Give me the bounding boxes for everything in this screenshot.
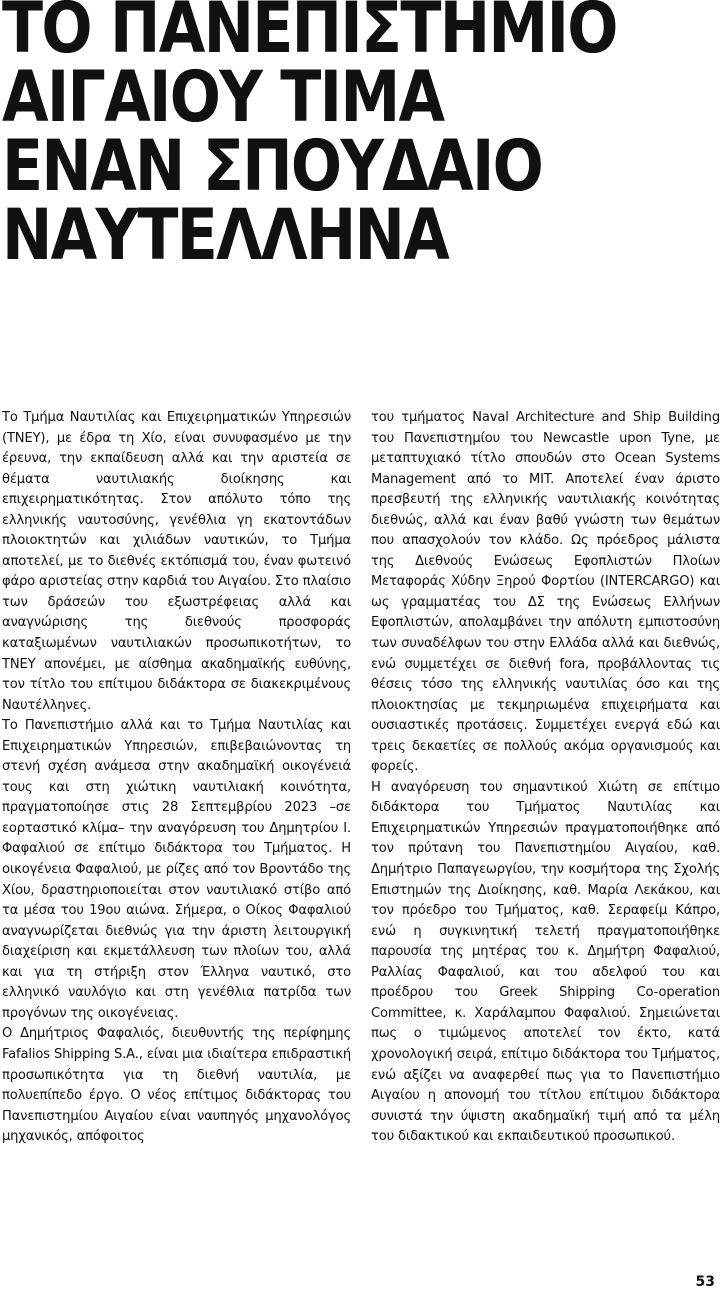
- paragraph-biography-continued: του τμήματος Naval Architecture and Ship Building του Πανεπιστημίου του Newcastle upon Tyne, με μεταπτυχιακό τίτλο σπουδών στο Ocean Systems Management από το MIT. Αποτελεί έναν άριστο πρεσβευτή της ελληνικής ναυτιλιακής κοινότητας διεθνώς, αλλά και έναν βαθύ γνώστη των θεμάτων που απασχολούν τον κλάδο. Ως πρόεδρος μάλιστα της Διεθνούς Ενώσεως Εφοπλιστών Πλοίων Μεταφοράς Χύδην Ξηρού Φορτίου (INTERCARGO) και ως γραμματέας του ΔΣ της Ενώσεως Ελλήνων Εφοπλιστών, απολαμβάνει την απόλυτη εμπιστοσύνη των συναδέλφων του στην Ελλάδα αλλά και διεθνώς, ενώ συμμετέχει σε διεθνή fora, προβάλλοντας τις θέσεις τόσο της ελληνικής ναυτιλίας όσο και της πλοιοκτησίας με τεκμηριωμένα επιχειρήματα και ουσιαστικές προτάσεις. Συμμετέχει ενεργά εδώ και τρεις δεκαετίες σε πολλούς ακόμα οργανισμούς και φορείς.: [371, 410, 720, 775]
- headline-line-2: ΑΙΓΑΙΟΥ ΤΙΜΑ: [2, 56, 444, 138]
- article-headline: [2, 0, 618, 276]
- headline-line-4: ΝΑΥΤΕΛΛΗΝΑ: [2, 194, 449, 276]
- page-number: 53: [695, 1274, 715, 1290]
- paragraph-biography-start: Ο Δημήτριος Φαφαλιός, διευθυντής της περίφημης Fafalios Shipping S.A., είναι μια ιδιαίτερα επιδραστική προσωπικότητα για τη διεθνή ναυτιλία, με πολυεπίπεδο έργο. Ο νέος επίτιμος διδάκτορας του Πανεπιστημίου Αιγαίου είναι ναυπηγός μηχανολόγος μηχανικός, απόφοιτος: [2, 1026, 351, 1145]
- headline-line-3: ΕΝΑΝ ΣΠΟΥΔΑΙΟ: [2, 125, 543, 207]
- article-column-left: [2, 408, 351, 1148]
- paragraph-intro: Το Τμήμα Ναυτιλίας και Επιχειρηματικών Υπηρεσιών (ΤΝΕΥ), με έδρα τη Χίο, είναι συνυφασμένο με την έρευνα, την εκπαίδευση αλλά και την αριστεία σε θέματα ναυτιλιακής διοίκησης και επιχειρηματικότητας. Στον απόλυτο τόπο της ελληνικής ναυτοσύνης, γενέθλια γη εκατοντάδων πλοιοκτητών και χιλιάδων ναυτικών, το Τμήμα αποτελεί, με το διεθνές εκτόπισμά του, έναν φωτεινό φάρο αριστείας στην καρδιά του Αιγαίου. Στο πλαίσιο των δράσεών του εξωστρέφειας αλλά και αναγνώρισης της διεθνούς προσφοράς καταξιωμένων ναυτιλιακών προσωπικοτήτων, το ΤΝΕΥ απονέμει, με αίσθημα ακαδημαϊκής ευθύνης, τον τίτλο του επίτιμου διδάκτορα σε διακεκριμένους Ναυτέλληνες.: [2, 410, 352, 713]
- paragraph-conferral: Η αναγόρευση του σημαντικού Χιώτη σε επίτιμο διδάκτορα του Τμήματος Ναυτιλίας και Επιχειρηματικών Υπηρεσιών πραγματοποιήθηκε από τον πρύτανη του Πανεπιστημίου Αιγαίου, καθ. Δημήτριο Παπαγεωργίου, την κοσμήτορα της Σχολής Επιστημών της Διοίκησης, καθ. Μαρία Λεκάκου, και τον πρόεδρο του Τμήματος, καθ. Σεραφείμ Κάπρο, ενώ η συγκινητική τελετή πραγματοποιήθηκε παρουσία της μητέρας του κ. Δημήτρη Φαφαλιού, Ραλλίας Φαφαλιού, και του αδελφού του και προέδρου του Greek Shipping Co-operation Committee, κ. Χαράλαμπου Φαφαλιού. Σημειώνεται πως ο τιμώμενος αποτελεί τον έκτο, κατά χρονολογική σειρά, επίτιμο διδάκτορα του Τμήματος, ενώ αξίζει να αναφερθεί πως για το Πανεπιστήμιο Αιγαίου η απονομή του τίτλου επίτιμου διδάκτορα συνιστά την ύψιστη ακαδημαϊκή τιμή από τα μέλη του διδακτικού και εκπαιδευτικού προσωπικού.: [371, 779, 720, 1145]
- headline-line-1: ΤΟ ΠΑΝΕΠΙΣΤΗΜΙΟ: [2, 0, 617, 69]
- paragraph-ceremony: Το Πανεπιστήμιο αλλά και το Τμήμα Ναυτιλίας και Επιχειρηματικών Υπηρεσιών, επιβεβαιώνοντας τη στενή σχέση ανάμεσα στην ακαδημαϊκή οικογένειά τους και στη χιώτικη ναυτιλιακή κοινότητα, πραγματοποίησε στις 28 Σεπτεμβρίου 2023 –σε εορταστικό κλίμα– την αναγόρευση του Δημητρίου Ι. Φαφαλιού σε επίτιμο διδάκτορα του Τμήματος. Η οικογένεια Φαφαλιού, με ρίζες από τον Βροντάδο της Χίου, δραστηριοποιείται στον ναυτιλιακό στίβο από τα μέσα του 19ου αιώνα. Σήμερα, ο Οίκος Φαφαλιού αναγνωρίζεται διεθνώς για την άριστη λειτουργική διαχείριση και εκμετάλλευση των πλοίων του, αλλά και για τη στήριξη στον Έλληνα ναυτικό, στο ελληνικό ναυλόγιο και στη γενέθλια πατρίδα των προγόνων της οικογένειας.: [2, 718, 351, 1021]
- article-column-right: [371, 408, 720, 1148]
